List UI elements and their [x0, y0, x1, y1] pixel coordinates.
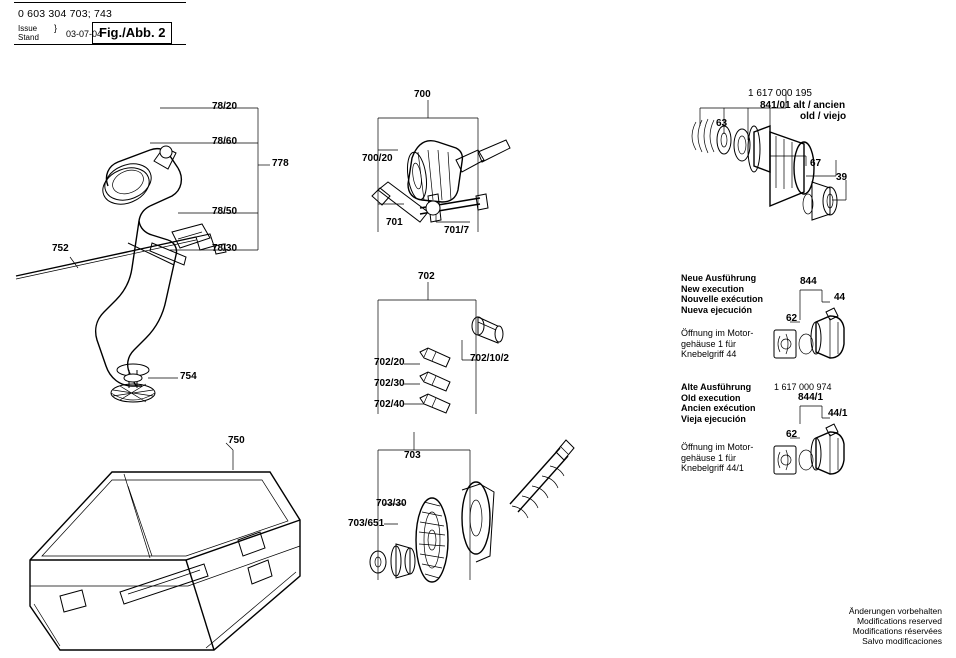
callout-67: 67 [810, 158, 822, 169]
new-execution-note: Öffnung im Motor- gehäuse 1 für Knebelgriff 44 [681, 328, 754, 359]
figure-label: Fig./Abb. 2 [92, 22, 172, 44]
callout-702-30: 702/30 [374, 378, 405, 389]
callout-703: 703 [404, 450, 421, 461]
footer-line-fr: Modifications réservées [852, 626, 942, 636]
callout-701-7: 701/7 [444, 225, 470, 236]
old-execution-note: Öffnung im Motor- gehäuse 1 für Knebelgriff 44/1 [681, 442, 754, 473]
issue-stand-labels: Issue Stand [18, 24, 39, 42]
callout-62-old: 62 [786, 429, 798, 440]
callout-702-20: 702/20 [374, 357, 405, 368]
callout-778: 778 [272, 158, 289, 169]
callout-702-10-2: 702/10/2 [470, 353, 509, 364]
callout-code-1617000195: 1 617 000 195 [748, 88, 812, 99]
callout-703-30: 703/30 [376, 498, 407, 509]
callout-702-40: 702/40 [374, 399, 405, 410]
callout-841-01: 841/01 alt / ancien [760, 100, 846, 111]
old-execution-title: Alte Ausführung Old execution Ancien exécution Vieja ejecución [681, 382, 756, 424]
callout-44-1: 44/1 [828, 408, 848, 419]
chuck-assembly-drawing [372, 100, 510, 232]
old-execution-code: 1 617 000 974 [774, 382, 832, 392]
callout-750: 750 [228, 435, 245, 446]
callout-78-30: 78/30 [212, 243, 238, 254]
footer-line-es: Salvo modificaciones [862, 636, 942, 646]
callout-78-60: 78/60 [212, 136, 238, 147]
callout-703-651: 703/651 [348, 518, 385, 529]
callout-63: 63 [716, 118, 728, 129]
footer-disclaimer [849, 606, 942, 646]
callout-754: 754 [180, 371, 197, 382]
callout-844: 844 [800, 276, 817, 287]
callout-700: 700 [414, 89, 431, 100]
footer-line-de: Änderungen vorbehalten [848, 606, 942, 616]
callout-701: 701 [386, 217, 403, 228]
header-date: 03-07-04 [66, 29, 103, 39]
footer-line-en: Modifications reserved [856, 616, 942, 626]
header-brace: } [54, 23, 58, 33]
drill-tool-drawing [16, 108, 270, 402]
callout-844-1: 844/1 [798, 392, 824, 403]
part-number: 0 603 304 703; 743 [18, 8, 113, 20]
callout-702: 702 [418, 271, 435, 282]
screwdriver-bits-drawing [378, 282, 503, 414]
callout-700-20: 700/20 [362, 153, 393, 164]
callout-752: 752 [52, 243, 69, 254]
new-execution-title: Neue Ausführung New execution Nouvelle exécution Nueva ejecución [681, 273, 764, 315]
callout-44: 44 [834, 292, 846, 303]
callout-62-new: 62 [786, 313, 798, 324]
callout-841-01-sub: old / viejo [800, 111, 847, 122]
carrying-case-drawing [30, 443, 300, 650]
callout-78-50: 78/50 [212, 206, 238, 217]
callout-78-20: 78/20 [212, 101, 238, 112]
callout-39: 39 [836, 172, 848, 183]
